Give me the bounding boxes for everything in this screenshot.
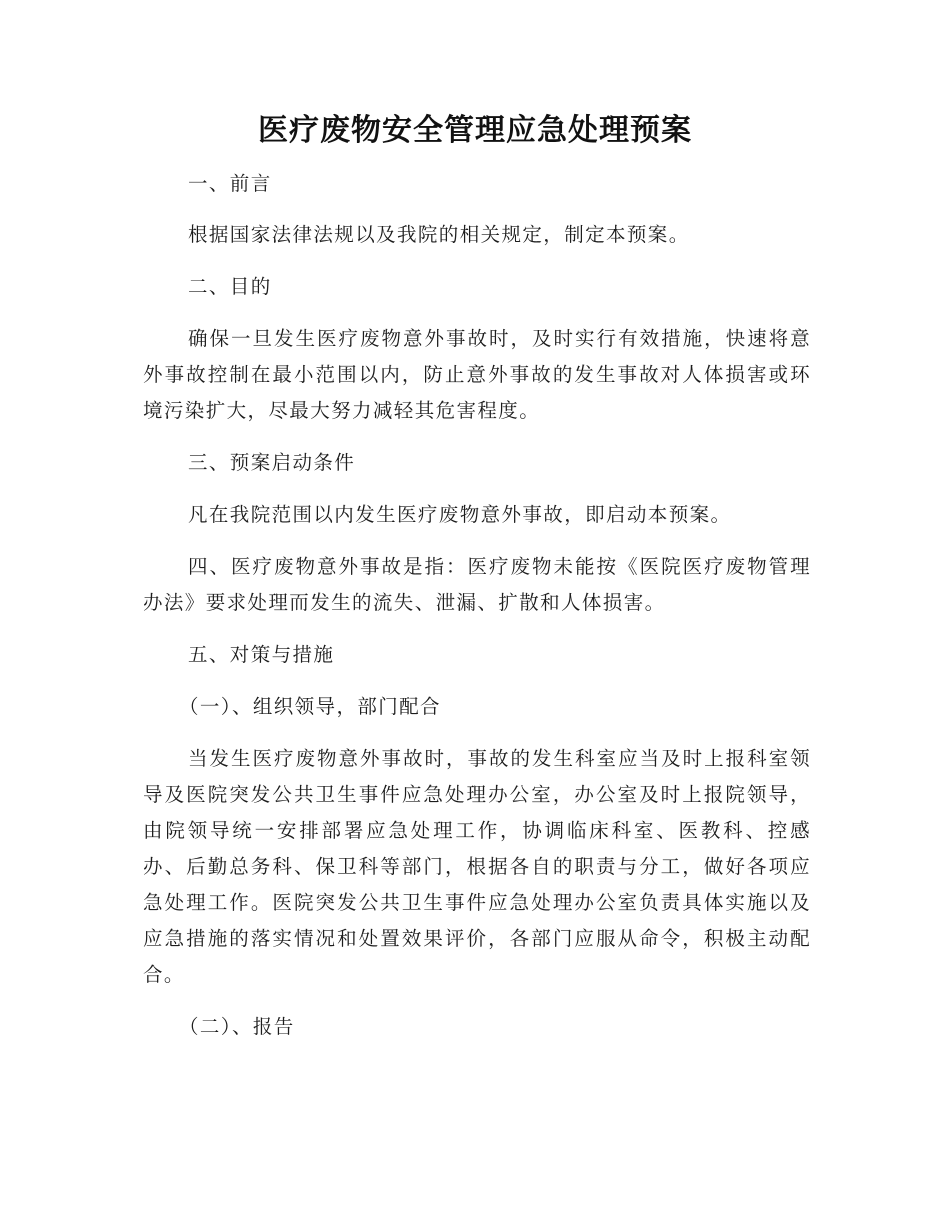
document-title: 医疗废物安全管理应急处理预案 bbox=[258, 113, 692, 148]
document-body bbox=[143, 166, 811, 1045]
paragraph-activation: 凡在我院范围以内发生医疗废物意外事故，即启动本预案。 bbox=[188, 503, 732, 526]
paragraph-definition: 四、医疗废物意外事故是指：医疗废物未能按《医院医疗废物管理办法》要求处理而发生的流失、泄漏、扩散和人体损害。 bbox=[143, 555, 811, 614]
section-heading-preface: 一、前言 bbox=[188, 172, 272, 195]
subsection-heading-report: （二）、报告 bbox=[179, 1015, 295, 1038]
subsection-heading-organization: （一）、组织领导，部门配合 bbox=[179, 695, 441, 718]
section-heading-measures: 五、对策与措施 bbox=[188, 643, 335, 666]
section-heading-purpose: 二、目的 bbox=[188, 275, 272, 298]
section-heading-activation: 三、预案启动条件 bbox=[188, 451, 356, 474]
paragraph-organization: 当发生医疗废物意外事故时，事故的发生科室应当及时上报科室领导及医院突发公共卫生事件应急处理办公室，办公室及时上报院领导，由院领导统一安排部署应急处理工作，协调临床科室、医教科、控感办、后勤总务科、保卫科等部门，根据各自的职责与分工，做好各项应急处理工作。医院突发公共卫生事件应急处理办公室负责具体实施以及应急措施的落实情况和处置效果评价，各部门应服从命令，积极主动配合。 bbox=[143, 747, 811, 986]
paragraph-purpose: 确保一旦发生医疗废物意外事故时，及时实行有效措施，快速将意外事故控制在最小范围以内，防止意外事故的发生事故对人体损害或环境污染扩大，尽最大努力减轻其危害程度。 bbox=[143, 327, 811, 422]
paragraph-preface: 根据国家法律法规以及我院的相关规定，制定本预案。 bbox=[188, 223, 690, 246]
